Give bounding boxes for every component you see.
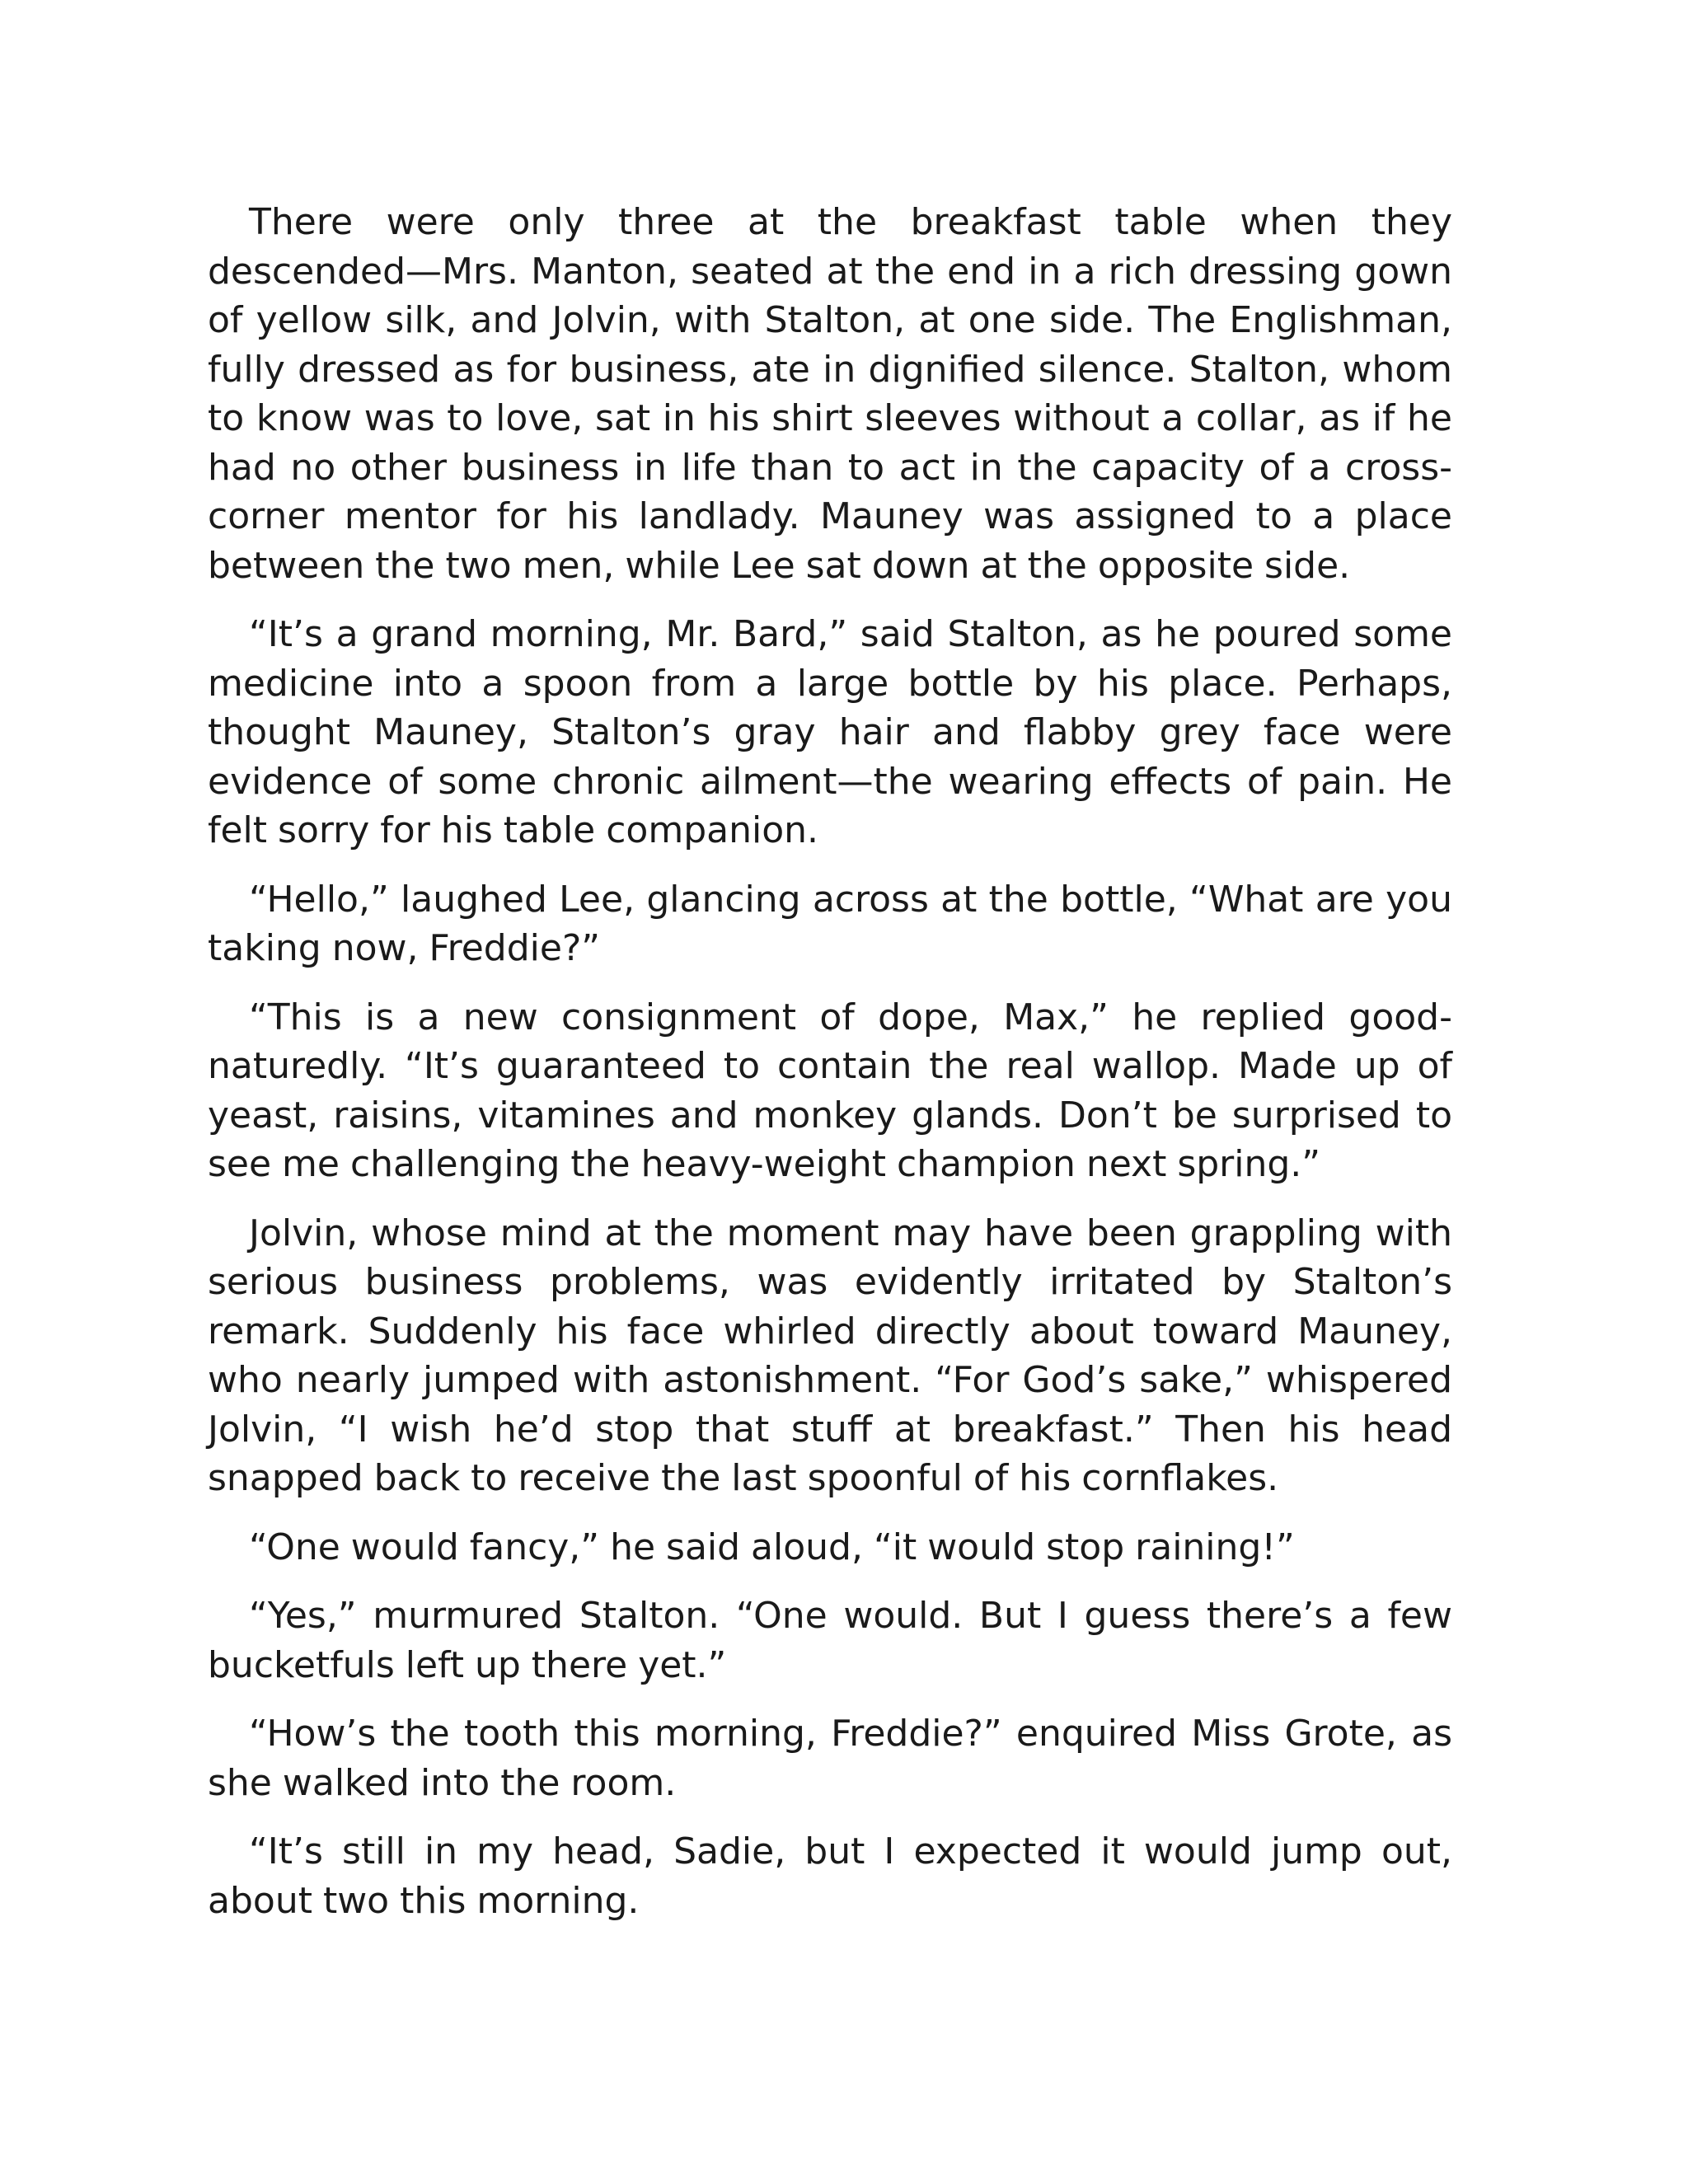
paragraph-3: “Hello,” laughed Lee, glancing across at the bottle, “What are you taking now, Freddie?” [208,878,1452,969]
paragraph-9: “It’s still in my head, Sadie, but I expected it would jump out, about two this morning. [208,1830,1452,1922]
paragraph-6: “One would fancy,” he said aloud, “it would stop raining!” [249,1526,1295,1568]
paragraph-2: “It’s a grand morning, Mr. Bard,” said Stalton, as he poured some medicine into a spoon from a large bottle by his place. Perhaps, thought Mauney, Stalton’s gray hair and flabby grey face were evidence of some chronic ailment—the wearing effects of pain. He felt sorry for his table companion. [208,613,1452,851]
paragraph-7: “Yes,” murmured Stalton. “One would. But I guess there’s a few bucketfuls left up there yet.” [208,1595,1452,1686]
page-body [208,198,1452,1945]
paragraph-5: Jolvin, whose mind at the moment may have been grappling with serious business problems, was evidently irritated by Stalton’s remark. Suddenly his face whirled directly about toward Mauney, who nearly jumped with astonishment. “For God’s sake,” whispered Jolvin, “I wish he’d stop that stuff at breakfast.” Then his head snapped back to receive the last spoonful of his cornflakes. [208,1212,1452,1499]
paragraph-8: “How’s the tooth this morning, Freddie?” enquired Miss Grote, as she walked into the room. [208,1713,1452,1804]
paragraph-4: “This is a new consignment of dope, Max,” he replied good-naturedly. “It’s guaranteed to contain the real wallop. Made up of yeast, raisins, vitamines and monkey glands. Don’t be surprised to see me challenging the heavy-weight champion next spring.” [208,996,1452,1185]
paragraph-1: There were only three at the breakfast table when they descended—Mrs. Manton, seated at the end in a rich dressing gown of yellow silk, and Jolvin, with Stalton, at one side. The Englishman, fully dressed as for business, ate in dignified silence. Stalton, whom to know was to love, sat in his shirt sleeves without a collar, as if he had no other business in life than to act in the capacity of a cross-corner mentor for his landlady. Mauney was assigned to a place between the two men, while Lee sat down at the opposite side. [208,201,1452,587]
